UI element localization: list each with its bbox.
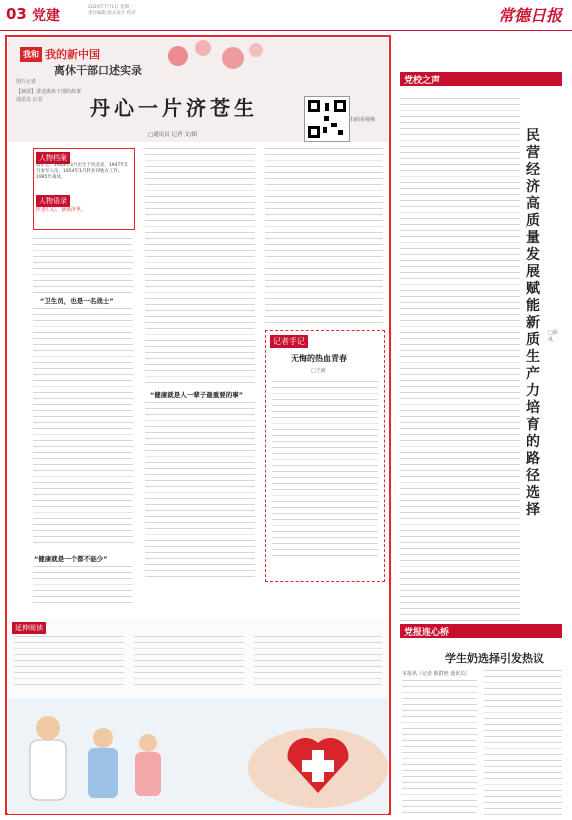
subhead-3: “健康就是一个都不能少” xyxy=(34,555,108,563)
right-headline: 民营经济高质量发展赋能新质生产力培育的路径选择 xyxy=(526,128,540,518)
date-info: 2024年7月1日 星期一 责任编辑 版式设计 校对 xyxy=(88,5,136,16)
right-article-body xyxy=(400,98,520,638)
feature-title: 丹心一片济苍生 xyxy=(90,96,258,120)
profile-text: 高正忠，1933年3月出生于河北省，1947年5月参军入伍，1954年1月转业到地方工作。1985年离休。 xyxy=(36,163,128,180)
article-col-1c xyxy=(33,566,133,608)
column-tag: 我和 xyxy=(20,47,42,62)
banner-subtitle: 离休干部口述实录 xyxy=(54,64,142,77)
notes-byline: □王敏 xyxy=(311,368,326,374)
health-illustration xyxy=(8,698,388,814)
right-author: □徐凤 xyxy=(548,330,558,343)
right-top-bar xyxy=(400,72,562,86)
qr-code-icon[interactable] xyxy=(304,96,350,142)
right-bottom-bar xyxy=(400,624,562,638)
bottom-col-2 xyxy=(134,636,244,690)
party-paper-label: 党报连心桥 xyxy=(404,628,450,638)
bottom-section xyxy=(8,618,388,814)
profile-label: 人物档案 xyxy=(36,152,70,164)
section-name: 党建 xyxy=(32,8,60,24)
party-school-label: 党校之声 xyxy=(404,76,441,86)
article-col-3 xyxy=(265,148,383,328)
feature-banner xyxy=(8,38,388,142)
qr-caption: 扫码看视频 xyxy=(350,117,376,123)
column-title: 我的新中国 xyxy=(45,48,100,61)
notes-title: 无悔的热血青春 xyxy=(291,354,347,363)
right-bottom-byline: 本报讯（记者 陈群艳 通讯员） xyxy=(402,671,471,677)
article-col-1b xyxy=(33,308,133,548)
profile-box xyxy=(33,148,135,230)
right-bottom-col-1 xyxy=(402,680,477,818)
page-header xyxy=(0,0,572,31)
right-bottom-headline: 学生奶选择引发热议 xyxy=(445,652,544,665)
article-col-2b xyxy=(145,402,255,582)
newspaper-logo: 常德日报 xyxy=(497,6,562,25)
subhead-2: “健康就是人一辈子最重要的事” xyxy=(150,391,244,399)
notes-body xyxy=(272,381,378,561)
banner-intro: 【摘要】讲述离休干部的故事 xyxy=(16,89,82,95)
article-col-2 xyxy=(145,148,255,388)
bottom-col-3 xyxy=(254,636,382,690)
banner-intro-2: 通讯员 记者 xyxy=(16,97,43,103)
bottom-col-1 xyxy=(14,636,124,690)
bottom-label: 延伸阅读 xyxy=(12,622,46,634)
banner-tag: 图片记者 xyxy=(16,79,37,85)
notes-label: 记者手记 xyxy=(270,335,308,348)
article-col-1 xyxy=(33,238,133,298)
page-number: 03 xyxy=(6,5,27,23)
reporter-notes-box xyxy=(265,330,385,582)
feature-byline: □通讯员 记者 文/图 xyxy=(148,132,198,138)
right-bottom-col-2 xyxy=(484,670,562,820)
flower-decoration xyxy=(158,38,268,88)
profile-quote: 医者仁心，悬壶济世。 xyxy=(36,207,87,213)
quote-label: 人物语录 xyxy=(36,195,70,207)
subhead-1: “卫生员，也是一名战士” xyxy=(40,297,114,305)
